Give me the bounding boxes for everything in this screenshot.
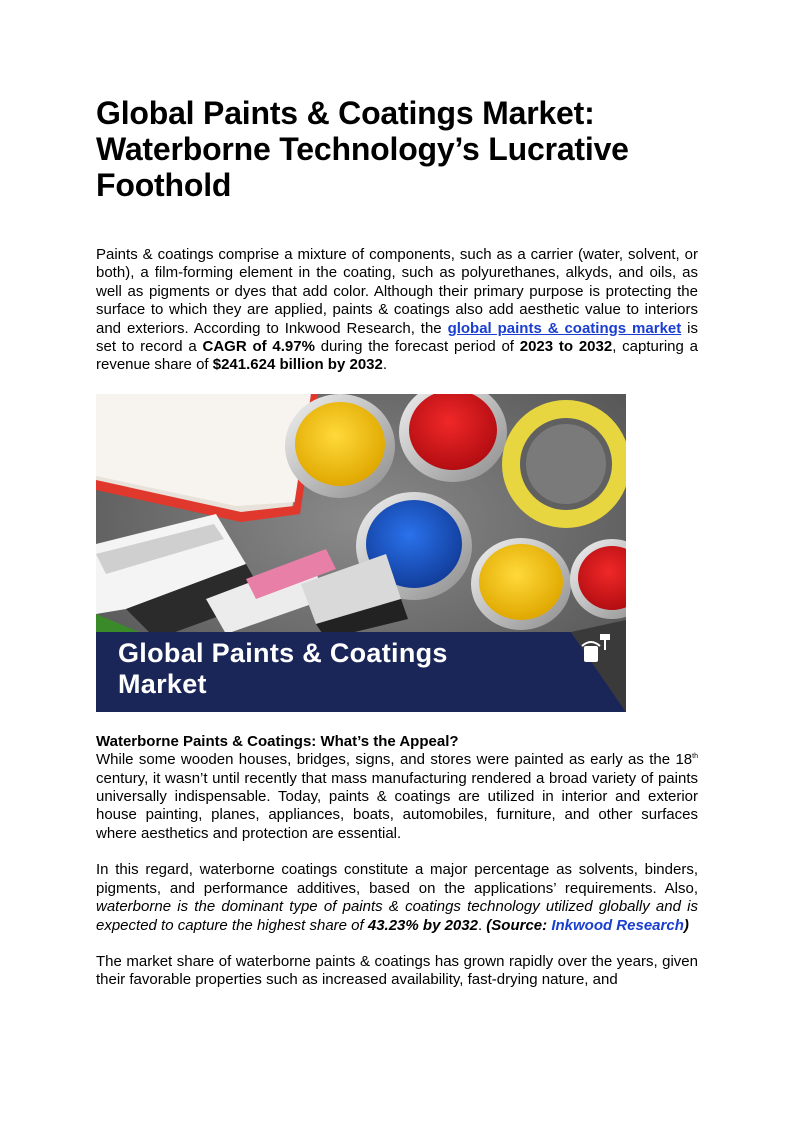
market-report-link[interactable]: global paints & coatings market <box>447 319 682 337</box>
forecast-period: 2023 to 2032 <box>519 338 613 356</box>
page-title <box>96 95 698 203</box>
p2-source-close: ) <box>683 916 689 934</box>
p1-text-a: While some wooden houses, bridges, signs, and stores were painted as early as the 18 <box>96 751 693 769</box>
hero-image <box>96 394 626 712</box>
title-line-3: Foothold <box>96 167 232 203</box>
title-line-2: Waterborne Technology’s Lucrative <box>96 131 629 167</box>
source-link-text: Inkwood Research <box>551 916 684 934</box>
p2-text-a: In this regard, waterborne coatings constitute a major percentage as solvents, binders, pigments, and performance additives, based on the applications’ requirements. Also, <box>96 861 698 897</box>
p2-share-value: 43.23% by 2032 <box>367 916 478 934</box>
source-link[interactable] <box>551 917 684 934</box>
p1-text-b: century, it wasn’t until recently that mass manufacturing rendered a broad variety of paints universally indispensable. Today, paints & coatings are utilized in interior and exterior house painting, planes, appliances, boats, automobiles, furniture, and other surfaces where aesthetics and protection are essential. <box>96 769 698 842</box>
section-paragraph-2 <box>96 861 698 935</box>
intro-paragraph <box>96 246 698 375</box>
banner-line-2: Market <box>118 668 207 699</box>
p2-source-open: (Source: <box>486 916 552 934</box>
title-line-1: Global Paints & Coatings Market: <box>96 95 595 131</box>
revenue-value: $241.624 billion by 2032 <box>212 356 383 374</box>
banner-line-1: Global Paints & Coatings <box>118 637 448 668</box>
p2-italic-text: waterborne is the dominant type of paints & coatings technology utilized globally and is expected to capture the highest share of <box>96 898 698 934</box>
section-paragraph-3: The market share of waterborne paints & coatings has grown rapidly over the years, given their favorable properties such as increased availability, fast-drying nature, and <box>96 952 698 989</box>
intro-text-2: is set to record a <box>96 319 699 356</box>
p1-superscript: th <box>692 753 698 761</box>
p2-dot: . <box>477 916 487 934</box>
intro-text-4: , capturing a revenue share of <box>96 338 698 374</box>
intro-text-1: Paints & coatings comprise a mixture of components, such as a carrier (water, solvent, or both), a film-forming element in the coating, such as polyurethanes, alkyds, and oils, as well as pigments or dyes that add color. Although their primary purpose is protecting the surface to which they are applied, paints & coatings also add aesthetic value to interiors and exteriors. According to Inkwood Research, the <box>96 246 698 337</box>
cagr-value: CAGR of 4.97% <box>202 338 315 356</box>
intro-text-5: . <box>382 356 388 374</box>
section-paragraph-1 <box>96 751 698 843</box>
intro-text-3: during the forecast period of <box>314 338 520 356</box>
section-heading: Waterborne Paints & Coatings: What’s the Appeal? <box>96 732 459 750</box>
article <box>96 95 698 990</box>
hero-banner-title <box>118 638 448 700</box>
